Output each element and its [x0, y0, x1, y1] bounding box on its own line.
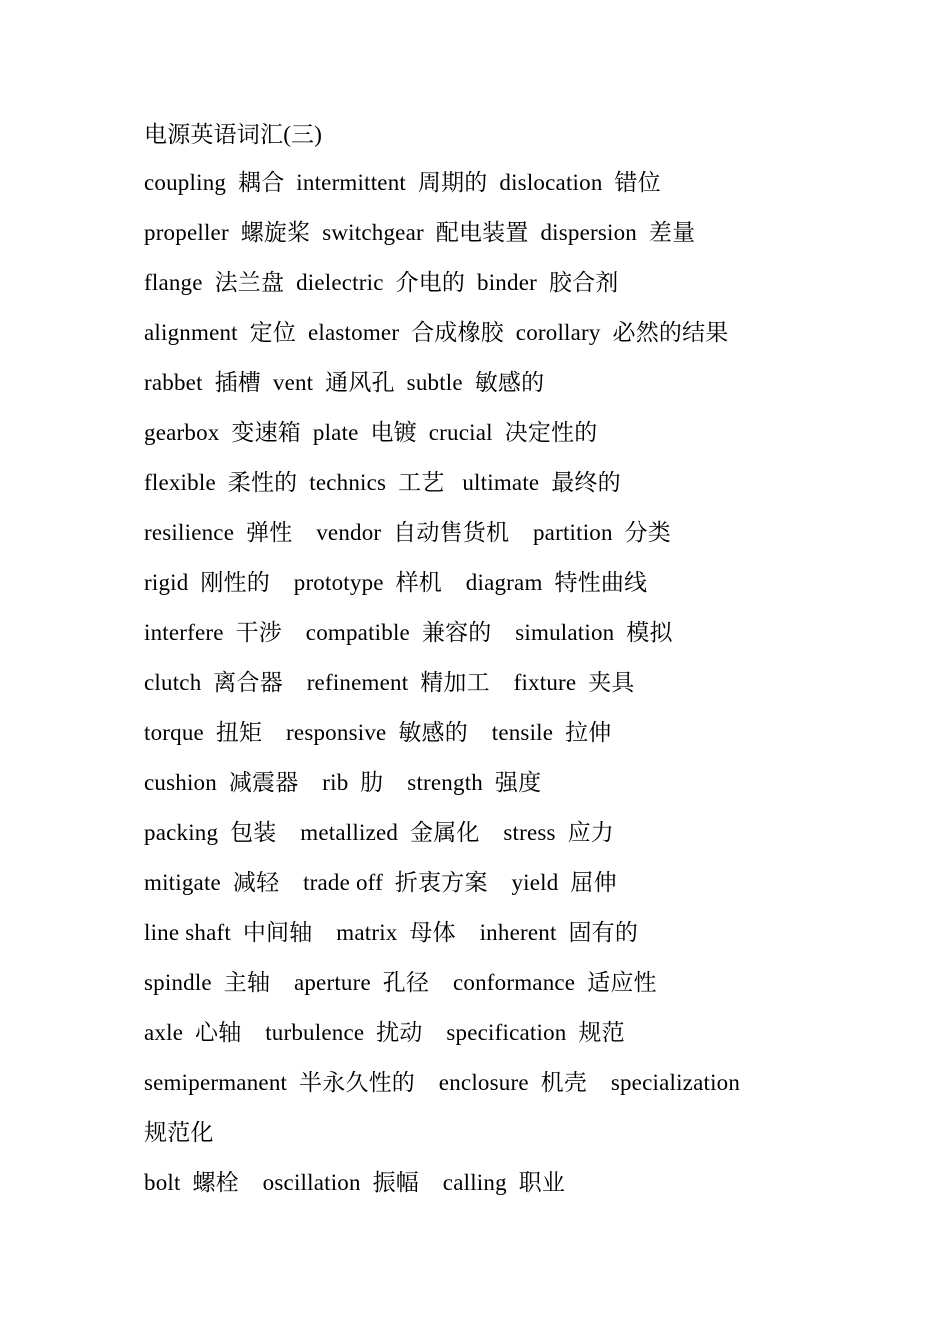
- vocab-line: coupling 耦合 intermittent 周期的 dislocation 错位: [144, 170, 661, 195]
- vocab-line: rabbet 插槽 vent 通风孔 subtle 敏感的: [144, 370, 545, 395]
- vocab-line: cushion 减震器 rib 肋 strength 强度: [144, 770, 542, 795]
- vocab-line: resilience 弹性 vendor 自动售货机 partition 分类: [144, 520, 672, 545]
- vocab-line: propeller 螺旋桨 switchgear 配电装置 dispersion 差量: [144, 220, 696, 245]
- document-title: 电源英语词汇(三): [144, 122, 323, 147]
- vocab-line: packing 包装 metallized 金属化 stress 应力: [144, 820, 615, 845]
- vocab-line: bolt 螺栓 oscillation 振幅 calling 职业: [144, 1170, 566, 1195]
- vocab-line: torque 扭矩 responsive 敏感的 tensile 拉伸: [144, 720, 612, 745]
- vocab-line: gearbox 变速箱 plate 电镀 crucial 决定性的: [144, 420, 598, 445]
- vocab-line: interfere 干涉 compatible 兼容的 simulation 模拟: [144, 620, 673, 645]
- vocab-line: rigid 刚性的 prototype 样机 diagram 特性曲线: [144, 570, 648, 595]
- vocab-line: flange 法兰盘 dielectric 介电的 binder 胶合剂: [144, 270, 619, 295]
- vocab-line: clutch 离合器 refinement 精加工 fixture 夹具: [144, 670, 635, 695]
- vocab-line: axle 心轴 turbulence 扰动 specification 规范: [144, 1020, 625, 1045]
- vocab-line: flexible 柔性的 technics 工艺 ultimate 最终的: [144, 470, 621, 495]
- vocabulary-list: [144, 112, 824, 1208]
- vocab-line: mitigate 减轻 trade off 折衷方案 yield 屈伸: [144, 870, 617, 895]
- vocab-line: alignment 定位 elastomer 合成橡胶 corollary 必然的结果: [144, 320, 729, 345]
- vocab-line-continuation: 规范化: [144, 1120, 214, 1145]
- vocab-line: line shaft 中间轴 matrix 母体 inherent 固有的: [144, 920, 639, 945]
- vocab-line: semipermanent 半永久性的 enclosure 机壳 specialization: [144, 1070, 741, 1095]
- vocab-line: spindle 主轴 aperture 孔径 conformance 适应性: [144, 970, 657, 995]
